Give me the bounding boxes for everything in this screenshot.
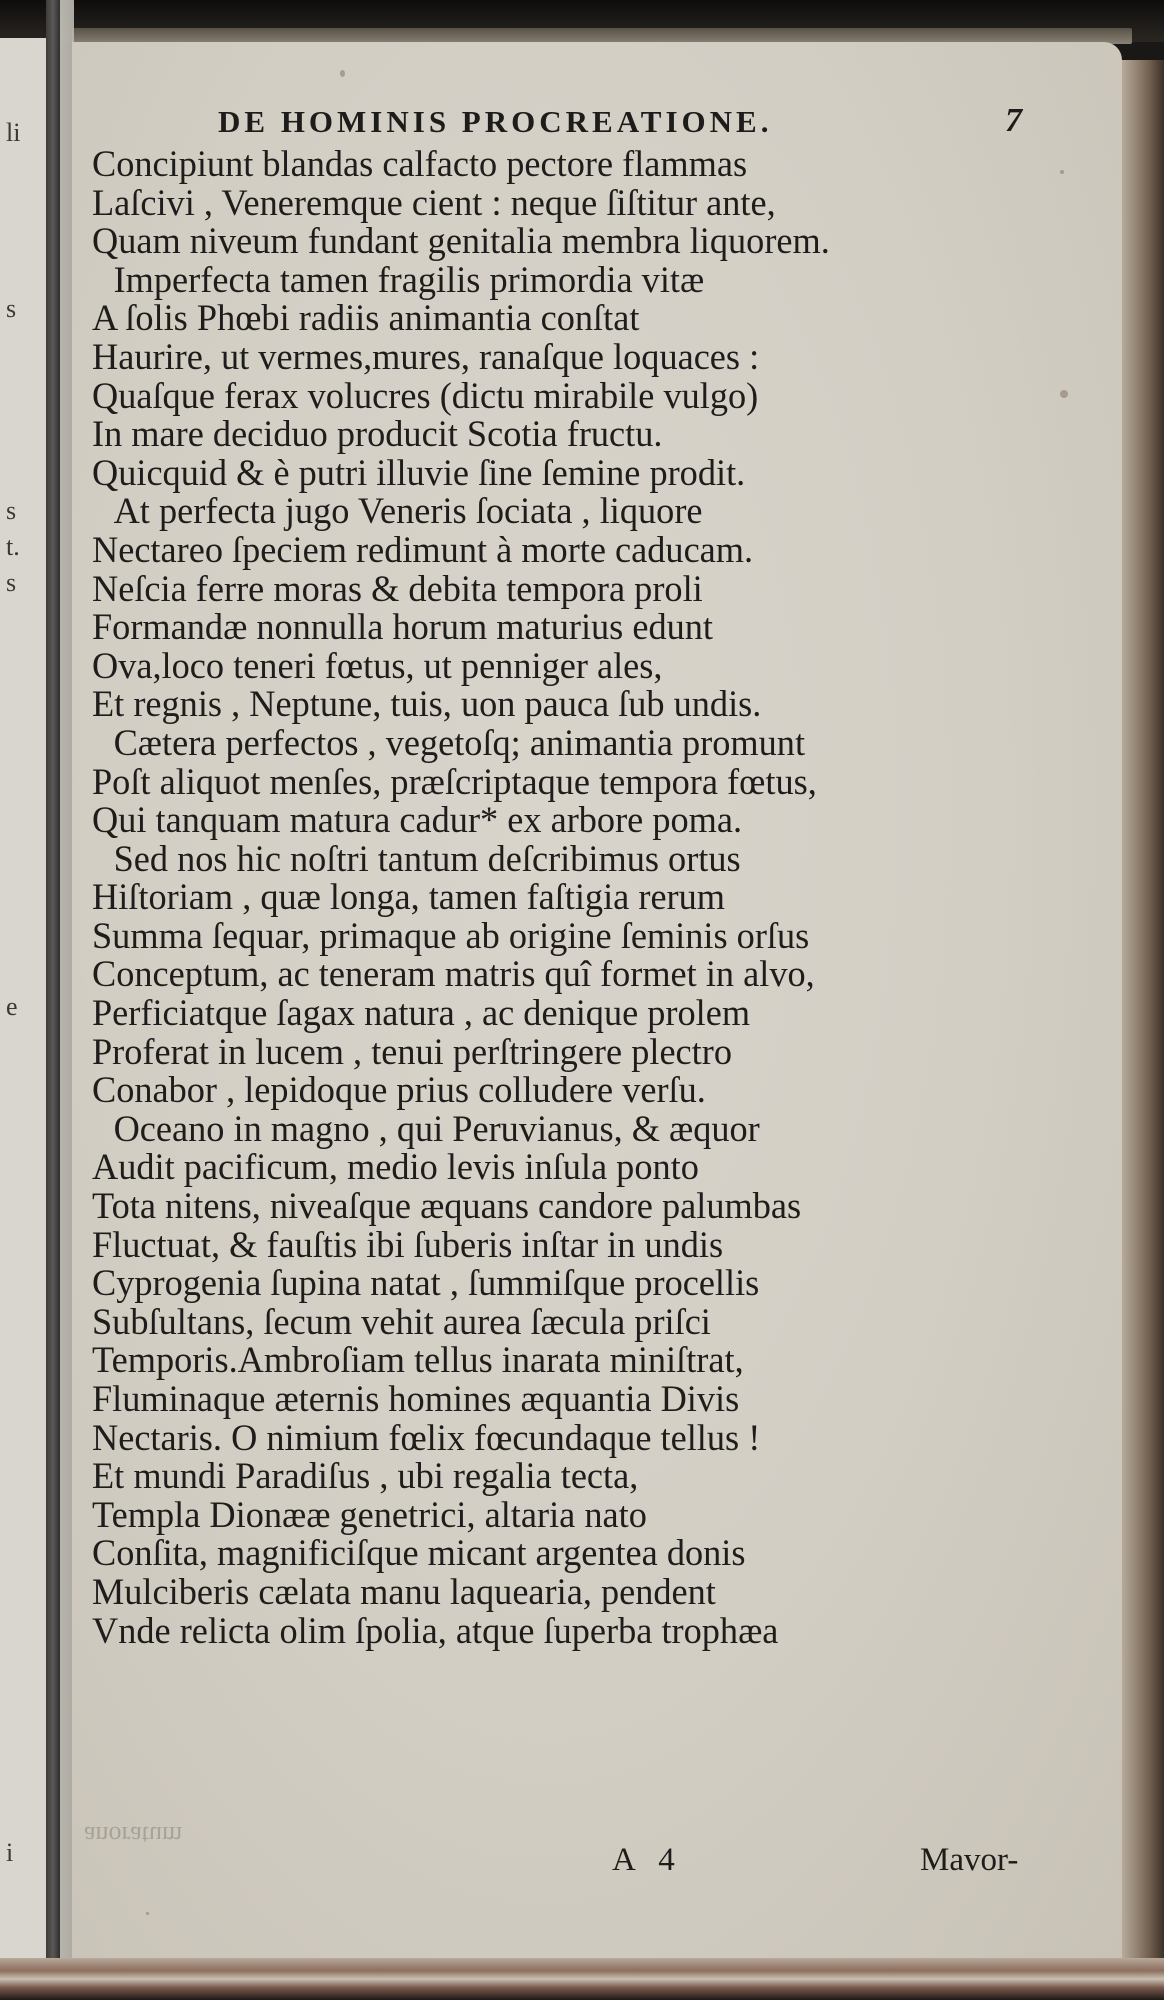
verse-line: Tota nitens, niveaſque æquans candore palumbas (92, 1186, 802, 1228)
verse-line: Nectareo ſpeciem redimunt à morte caducam. (92, 529, 754, 571)
running-head: DE HOMINIS PROCREATIONE. (218, 104, 773, 139)
verse-line: Sed nos hic noſtri tantum deſcribimus ortus (113, 838, 741, 880)
gutter-binding (46, 0, 60, 2000)
paper-speck (146, 1912, 149, 1915)
verse-line: Et mundi Paradiſus , ubi regalia tecta, (92, 1456, 639, 1498)
verse-line: Cyprogenia ſupina natat , ſummiſque procellis (92, 1263, 760, 1305)
previous-page-fragment: t. (6, 532, 20, 561)
previous-page-sliver (0, 38, 46, 1978)
previous-page-fragment: s (6, 294, 17, 323)
verse-line: Fluminaque æternis homines æquantia Divis (92, 1379, 740, 1420)
verse-line: Perficiatque ſagax natura , ac denique prolem (92, 993, 751, 1035)
verse-line: Mulciberis cælata manu laquearia, pendent (92, 1571, 716, 1613)
verse-line: At perfecta jugo Veneris ſociata , liquore (113, 491, 703, 533)
signature-mark: A 4 (612, 1842, 683, 1878)
verse-line: Audit pacificum, medio levis inſula ponto (92, 1147, 699, 1189)
verse-line: Hiſtoriam , quæ longa, tamen faſtigia rerum (92, 877, 726, 919)
verse-line: Imperfecta tamen fragilis primordia vitæ (113, 259, 705, 301)
verse-line: Conabor , lepidoque prius colludere verſu. (92, 1070, 706, 1112)
paper-speck (340, 70, 345, 77)
verse-line: A ſolis Phœbi radiis animantia conſtat (92, 298, 640, 340)
verse-line: Quam niveum fundant genitalia membra liquorem. (92, 221, 830, 263)
verse-line: Concipiunt blandas calfacto pectore flammas (92, 144, 748, 185)
verse-line: Proferat in lucem , tenui perſtringere plectro (92, 1031, 732, 1073)
verse-line: Summa ſequar, primaque ab origine ſeminis orſus (92, 915, 810, 957)
verse-block (92, 146, 1122, 1651)
catchword: Mavor- (920, 1842, 1019, 1878)
verse-line: Temporis.Ambroſiam tellus inarata miniſtrat, (92, 1340, 744, 1382)
verse-line: Conceptum, ac teneram matris quî formet in alvo, (92, 954, 815, 996)
verse-line: Subſultans, ſecum vehit aurea ſæcula priſci (92, 1301, 711, 1343)
verse-line: Qui tanquam matura cadur* ex arbore poma. (92, 800, 743, 842)
verse-line: Fluctuat, & fauſtis ibi ſuberis inſtar in undis (92, 1224, 724, 1266)
verse-line: Cætera perfectos , vegetoſq; animantia promunt (113, 722, 806, 764)
verse-line: Templa Dionææ genetrici, altaria nato (92, 1494, 647, 1536)
verse-line: Quicquid & è putri illuvie ſine ſemine prodit. (92, 452, 746, 494)
verse-line: In mare deciduo producit Scotia fructu. (92, 414, 663, 456)
verse-line: Laſcivi , Veneremque cient : neque ſiſtitur ante, (92, 182, 776, 224)
verse-line: Et regnis , Neptune, tuis, uon pauca ſub undis. (92, 684, 762, 726)
page-number: 7 (1005, 102, 1022, 139)
verse-line: Quaſque ferax volucres (dictu mirabile vulgo) (92, 375, 759, 417)
previous-page-fragment: i (6, 1838, 14, 1867)
previous-page-fragment: s (6, 496, 17, 525)
offset-show-through: anoratum (84, 1821, 183, 1850)
verse-line: Neſcia ferre moras & debita tempora proli (92, 568, 703, 610)
verse-line: Haurire, ut vermes,mures, ranaſque loquaces : (92, 336, 760, 378)
verse-line: Oceano in magno , qui Peruvianus, & æquor (113, 1108, 760, 1150)
verse-line: Ova,loco teneri fœtus, ut penniger ales, (92, 645, 663, 687)
verse-line: Conſita, magnificiſque micant argentea donis (92, 1533, 746, 1575)
previous-page-fragment: s (6, 568, 17, 597)
verse-line: Vnde relicta olim ſpolia, atque ſuperba trophæa (92, 1610, 779, 1652)
verse-line: Poſt aliquot menſes, præſcriptaque tempora fœtus, (92, 761, 817, 803)
previous-page-fragment: e (6, 992, 18, 1021)
book-bottom-edge (0, 1958, 1164, 2000)
previous-page-fragment: li (6, 118, 21, 147)
page-fore-edge (1122, 60, 1164, 1960)
verse-line: Formandæ nonnulla horum maturius edunt (92, 607, 714, 649)
verse-line: Nectaris. O nimium fœlix fœcundaque tellus ! (92, 1417, 761, 1459)
